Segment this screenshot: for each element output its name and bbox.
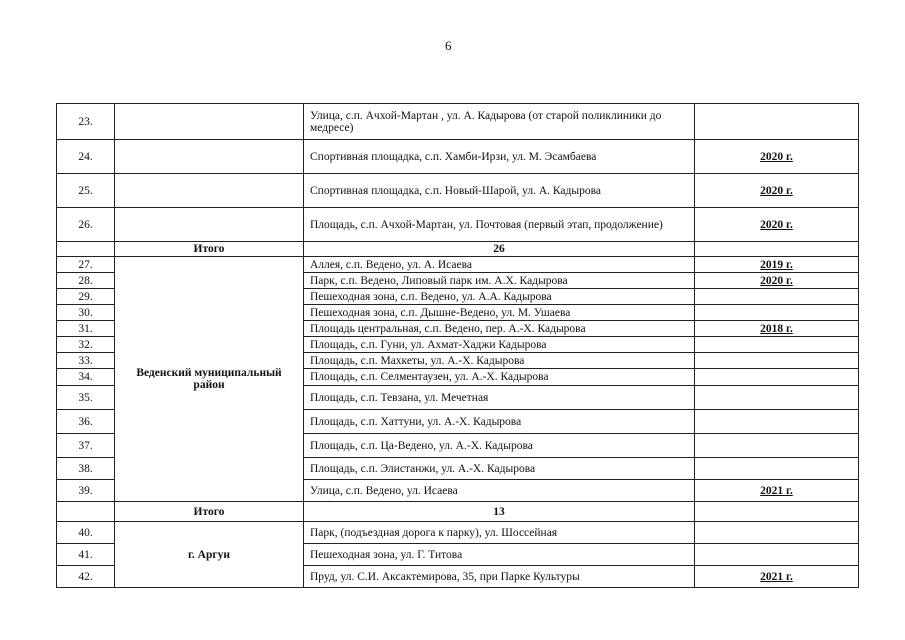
object-name: Улица, с.п. Ачхой-Мартан , ул. А. Кадырова (от старой поликлиники до медресе) <box>304 104 695 140</box>
empty-cell <box>57 242 115 257</box>
row-number: 32. <box>57 337 115 353</box>
district-cell <box>115 208 304 242</box>
district-cell <box>115 104 304 140</box>
object-name: Площадь, с.п. Элистанжи, ул. А.-Х. Кадырова <box>304 458 695 480</box>
row-number: 35. <box>57 386 115 410</box>
table-row <box>57 104 859 140</box>
row-number: 30. <box>57 305 115 321</box>
year-cell <box>695 289 859 305</box>
row-number: 39. <box>57 480 115 502</box>
object-name: Площадь, с.п. Ца-Ведено, ул. А.-Х. Кадырова <box>304 434 695 458</box>
object-name: Пруд, ул. С.И. Аксактемирова, 35, при Парке Культуры <box>304 566 695 588</box>
year-cell: 2020 г. <box>695 140 859 174</box>
row-number: 38. <box>57 458 115 480</box>
year-cell: 2019 г. <box>695 257 859 273</box>
row-number: 25. <box>57 174 115 208</box>
row-number: 36. <box>57 410 115 434</box>
row-number: 37. <box>57 434 115 458</box>
total-label: Итого <box>115 242 304 257</box>
year-cell <box>695 386 859 410</box>
row-number: 31. <box>57 321 115 337</box>
table-row <box>57 257 859 273</box>
object-name: Аллея, с.п. Ведено, ул. А. Исаева <box>304 257 695 273</box>
object-name: Улица, с.п. Ведено, ул. Исаева <box>304 480 695 502</box>
object-name: Площадь, с.п. Селментаузен, ул. А.-Х. Кадырова <box>304 369 695 386</box>
row-number: 42. <box>57 566 115 588</box>
row-number: 23. <box>57 104 115 140</box>
object-name: Площадь, с.п. Ачхой-Мартан, ул. Почтовая (первый этап, продолжение) <box>304 208 695 242</box>
row-number: 29. <box>57 289 115 305</box>
object-name: Площадь, с.п. Гуни, ул. Ахмат-Хаджи Кадырова <box>304 337 695 353</box>
year-cell <box>695 369 859 386</box>
object-name: Площадь, с.п. Тевзана, ул. Мечетная <box>304 386 695 410</box>
table-row <box>57 208 859 242</box>
table-row <box>57 522 859 544</box>
row-number: 33. <box>57 353 115 369</box>
table-row <box>57 174 859 208</box>
district-cell <box>115 174 304 208</box>
total-value: 13 <box>304 502 695 522</box>
row-number: 24. <box>57 140 115 174</box>
year-cell <box>695 544 859 566</box>
object-name: Парк, (подъездная дорога к парку), ул. Шоссейная <box>304 522 695 544</box>
object-name: Пешеходная зона, с.п. Дышне-Ведено, ул. М. Ушаева <box>304 305 695 321</box>
row-number: 26. <box>57 208 115 242</box>
object-name: Площадь, с.п. Махкеты, ул. А.-Х. Кадырова <box>304 353 695 369</box>
table-row <box>57 140 859 174</box>
year-cell: 2021 г. <box>695 480 859 502</box>
year-cell <box>695 410 859 434</box>
object-name: Площадь, с.п. Хаттуни, ул. А.-Х. Кадырова <box>304 410 695 434</box>
year-cell: 2021 г. <box>695 566 859 588</box>
total-row <box>57 502 859 522</box>
year-cell <box>695 337 859 353</box>
year-cell: 2018 г. <box>695 321 859 337</box>
object-name: Площадь центральная, с.п. Ведено, пер. А.-Х. Кадырова <box>304 321 695 337</box>
total-value: 26 <box>304 242 695 257</box>
year-cell: 2020 г. <box>695 174 859 208</box>
year-cell <box>695 305 859 321</box>
total-label: Итого <box>115 502 304 522</box>
year-cell <box>695 104 859 140</box>
year-cell <box>695 434 859 458</box>
district-cell <box>115 140 304 174</box>
object-name: Пешеходная зона, ул. Г. Титова <box>304 544 695 566</box>
empty-cell <box>695 242 859 257</box>
row-number: 27. <box>57 257 115 273</box>
year-cell <box>695 458 859 480</box>
district-name: Веденский муниципальный район <box>115 257 304 502</box>
empty-cell <box>57 502 115 522</box>
object-name: Спортивная площадка, с.п. Новый-Шарой, ул. А. Кадырова <box>304 174 695 208</box>
row-number: 41. <box>57 544 115 566</box>
object-name: Пешеходная зона, с.п. Ведено, ул. А.А. Кадырова <box>304 289 695 305</box>
row-number: 40. <box>57 522 115 544</box>
year-cell: 2020 г. <box>695 208 859 242</box>
object-name: Спортивная площадка, с.п. Хамби-Ирзи, ул. М. Эсамбаева <box>304 140 695 174</box>
row-number: 28. <box>57 273 115 289</box>
empty-cell <box>695 502 859 522</box>
objects-table <box>56 103 859 588</box>
total-row <box>57 242 859 257</box>
year-cell: 2020 г. <box>695 273 859 289</box>
year-cell <box>695 522 859 544</box>
district-name: г. Аргун <box>115 522 304 588</box>
object-name: Парк, с.п. Ведено, Липовый парк им. А.Х. Кадырова <box>304 273 695 289</box>
year-cell <box>695 353 859 369</box>
row-number: 34. <box>57 369 115 386</box>
page-number: 6 <box>445 38 452 53</box>
